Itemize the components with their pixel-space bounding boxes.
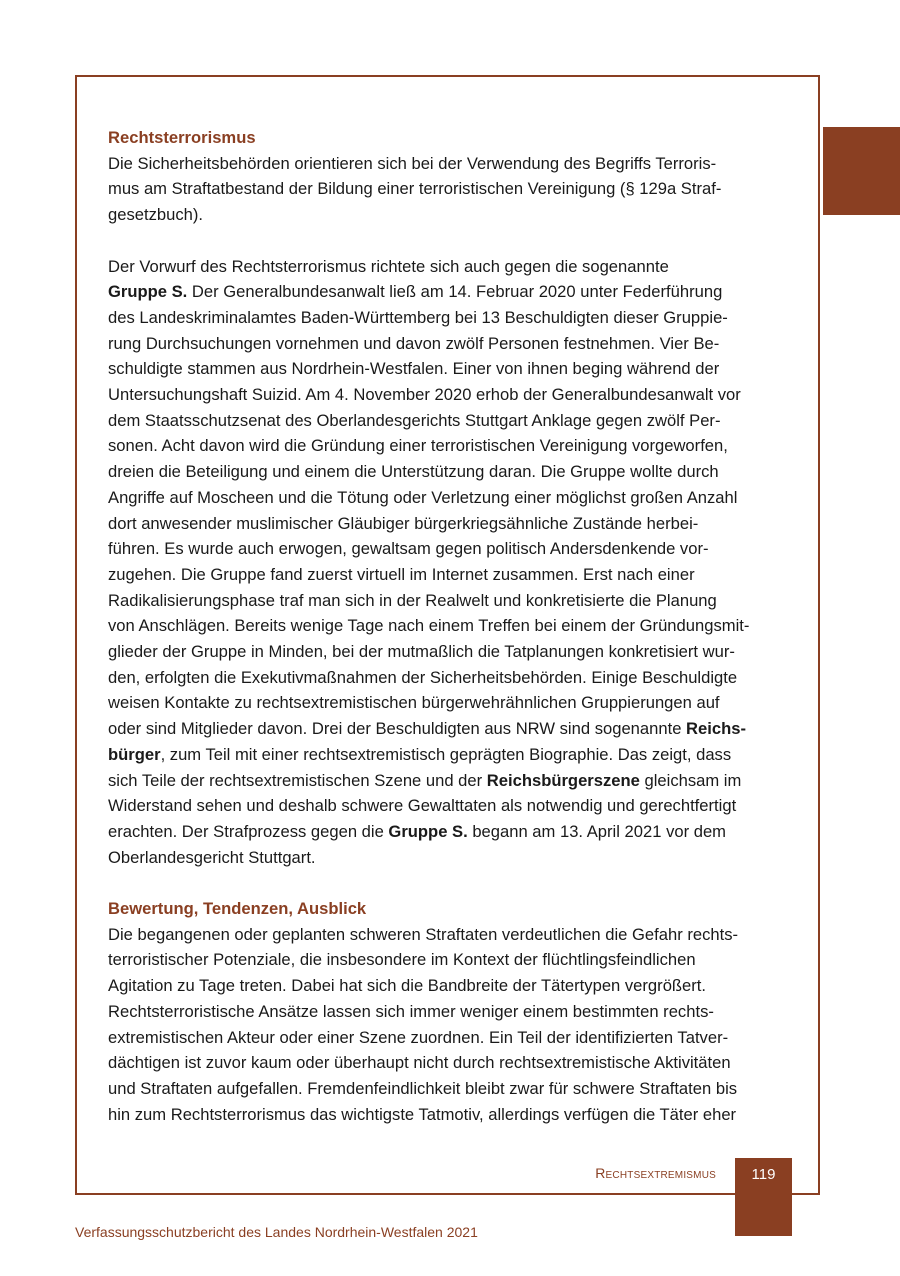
text-line — [108, 793, 793, 819]
section-heading-bewertung: Bewertung, Tendenzen, Ausblick — [108, 899, 367, 919]
text-line — [108, 511, 793, 537]
line-text: gleichsam im — [639, 770, 742, 790]
line-text: dreien die Beteiligung und einem die Unterstützung daran. Die Gruppe wollte durch — [108, 462, 719, 482]
text-line — [108, 279, 793, 305]
text-line — [108, 485, 793, 511]
line-text: oder sind Mitglieder davon. Drei der Beschuldigten aus NRW sind sogenannte — [108, 719, 687, 739]
emphasized-term: Gruppe S. — [108, 282, 188, 302]
line-text: von Anschlägen. Bereits wenige Tage nach einem Treffen bei einem der Gründungsmit- — [108, 616, 750, 636]
line-text: sonen. Acht davon wird die Gründung einer terroristischen Vereinigung vorgeworfen, — [108, 436, 728, 456]
line-text: gesetzbuch). — [108, 205, 204, 225]
text-line — [108, 1102, 793, 1128]
text-line — [108, 151, 793, 177]
line-text: rung Durchsuchungen vornehmen und davon zwölf Personen festnehmen. Vier Be- — [108, 333, 720, 353]
paragraph-definition — [108, 151, 793, 228]
line-text: glieder der Gruppe in Minden, bei der mutmaßlich die Tatplanungen konkretisiert wur- — [108, 642, 735, 662]
line-text: weisen Kontakte zu rechtsextremistischen bürgerwehrähnlichen Gruppierungen auf — [108, 693, 720, 713]
text-line — [108, 433, 793, 459]
paragraph-gap — [108, 870, 793, 896]
line-text: dem Staatsschutzsenat des Oberlandesgerichts Stuttgart Anklage gegen zwölf Per- — [108, 410, 721, 430]
paragraph-gruppe-s — [108, 254, 793, 871]
line-text: Die Sicherheitsbehörden orientieren sich bei der Verwendung des Begriffs Terroris- — [108, 153, 717, 173]
text-line — [108, 742, 793, 768]
line-text: , zum Teil mit einer rechtsextremistisch geprägten Biographie. Das zeigt, dass — [160, 744, 732, 764]
line-text: dort anwesender muslimischer Gläubiger bürgerkriegsähnliche Zustände herbei- — [108, 513, 699, 533]
line-text: schuldigte stammen aus Nordrhein-Westfalen. Einer von ihnen beging während der — [108, 359, 720, 379]
text-line — [108, 331, 793, 357]
text-line — [108, 536, 793, 562]
line-text: begann am 13. April 2021 vor dem — [467, 821, 727, 841]
line-text: Der Vorwurf des Rechtsterrorismus richtete sich auch gegen die sogenannte — [108, 256, 669, 276]
text-line — [108, 639, 793, 665]
line-text: Oberlandesgericht Stuttgart. — [108, 847, 316, 867]
line-text: zugehen. Die Gruppe fand zuerst virtuell im Internet zusammen. Erst nach einer — [108, 564, 695, 584]
text-line — [108, 356, 793, 382]
text-line — [108, 690, 793, 716]
text-line — [108, 665, 793, 691]
paragraph-gap — [108, 228, 793, 254]
text-line — [108, 999, 793, 1025]
line-text: extremistischen Akteur oder einer Szene zuordnen. Ein Teil der identifizierten Tatver- — [108, 1027, 729, 1047]
page-content — [108, 125, 793, 1127]
text-line — [108, 716, 793, 742]
text-line — [108, 613, 793, 639]
text-line — [108, 382, 793, 408]
text-line — [108, 459, 793, 485]
text-line — [108, 176, 793, 202]
line-text: führen. Es wurde auch erwogen, gewaltsam gegen politisch Andersdenkende vor- — [108, 539, 709, 559]
line-text: Widerstand sehen und deshalb schwere Gewalttaten als notwendig und gerechtfertigt — [108, 796, 737, 816]
text-line — [108, 202, 793, 228]
line-text: Der Generalbundesanwalt ließ am 14. Februar 2020 unter Federführung — [187, 282, 723, 302]
line-text: terroristischer Potenziale, die insbesondere im Kontext der flüchtlingsfeindlichen — [108, 950, 696, 970]
line-text: dächtigen ist zuvor kaum oder überhaupt nicht durch rechtsextremistische Aktivitäten — [108, 1053, 731, 1073]
text-line — [108, 1076, 793, 1102]
line-text: Untersuchungshaft Suizid. Am 4. November 2020 erhob der Generalbundesanwalt vor — [108, 385, 741, 405]
text-line — [108, 947, 793, 973]
section-heading-rechtsterrorismus: Rechtsterrorismus — [108, 128, 256, 147]
document-title-footer: Verfassungsschutzbericht des Landes Nordrhein-Westfalen 2021 — [75, 1224, 478, 1240]
text-line — [108, 845, 793, 871]
line-text: des Landeskriminalamtes Baden-Württemberg bei 13 Beschuldigten dieser Gruppie- — [108, 307, 728, 327]
text-line — [108, 1050, 793, 1076]
emphasized-term: bürger — [108, 744, 161, 764]
text-line — [108, 973, 793, 999]
line-text: Radikalisierungsphase traf man sich in der Realwelt und konkretisierte die Planung — [108, 590, 717, 610]
text-line — [108, 562, 793, 588]
text-line — [108, 768, 793, 794]
line-text: Die begangenen oder geplanten schweren Straftaten verdeutlichen die Gefahr rechts- — [108, 924, 739, 944]
line-text: Angriffe auf Moscheen und die Tötung oder Verletzung einer möglichst großen Anzahl — [108, 487, 738, 507]
emphasized-term: Reichsbürgerszene — [486, 770, 640, 790]
running-footer-section: Rechtsextremismus — [595, 1165, 716, 1181]
line-text: Rechtsterroristische Ansätze lassen sich immer weniger einem bestimmten rechts- — [108, 1001, 714, 1021]
text-line — [108, 305, 793, 331]
line-text: sich Teile der rechtsextremistischen Szene und der — [108, 770, 487, 790]
line-text: den, erfolgten die Exekutivmaßnahmen der Sicherheitsbehörden. Einige Beschuldigte — [108, 667, 738, 687]
chapter-tab-marker — [823, 127, 900, 215]
line-text: erachten. Der Strafprozess gegen die — [108, 821, 389, 841]
line-text: mus am Straftatbestand der Bildung einer terroristischen Vereinigung (§ 129a Straf- — [108, 179, 722, 199]
line-text: und Straftaten aufgefallen. Fremdenfeindlichkeit bleibt zwar für schwere Straftaten bis — [108, 1078, 738, 1098]
emphasized-term: Reichs- — [686, 719, 746, 739]
text-line — [108, 922, 793, 948]
line-text: Agitation zu Tage treten. Dabei hat sich die Bandbreite der Tätertypen vergrößert. — [108, 976, 707, 996]
emphasized-term: Gruppe S. — [388, 821, 468, 841]
paragraph-assessment — [108, 922, 793, 1128]
text-line — [108, 408, 793, 434]
line-text: hin zum Rechtsterrorismus das wichtigste Tatmotiv, allerdings verfügen die Täter eher — [108, 1104, 737, 1124]
text-line — [108, 588, 793, 614]
page-number: 119 — [735, 1158, 792, 1236]
text-line — [108, 254, 793, 280]
text-line — [108, 1025, 793, 1051]
text-line — [108, 819, 793, 845]
